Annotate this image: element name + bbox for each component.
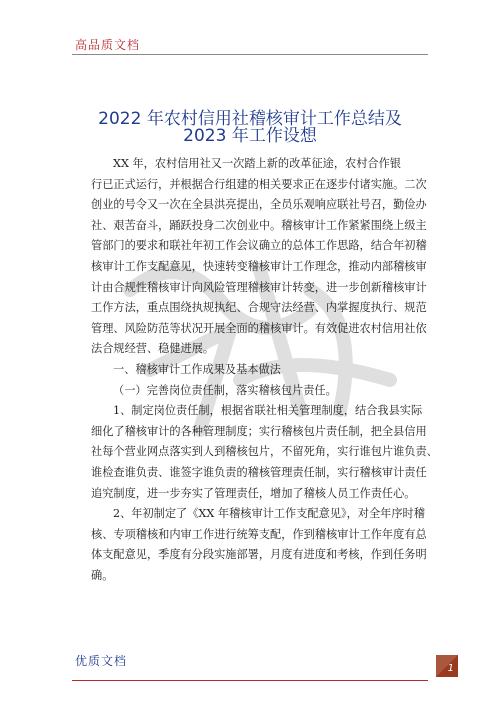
body-line: 1、制定岗位责任制，根据省联社相关管理制度，结合我县实际: [113, 404, 423, 418]
document-body: [91, 154, 438, 586]
body-line: 2、年初制定了《XX 年稽核审计工作支配意见》，对全年序时稽: [113, 507, 425, 521]
body-line: 细化了稽核审计的各种管理制度；实行稽核包片责任制，把全县信用: [91, 424, 427, 438]
body-line: 管部门的要求和联社年初工作会议确立的总体工作思路，结合年初稽: [91, 239, 427, 253]
document-title-line-1: 2022 年农村信用社稽核审计工作总结及: [98, 109, 402, 129]
body-line: 确。: [91, 568, 114, 582]
body-line: 计由合规性稽核审计向风险管理稽核审计转变，进一步创新稽核审计: [91, 280, 427, 294]
header-label: 高品质文档: [75, 38, 141, 52]
body-line: 体支配意见，季度有分段实施部署，月度有进度和考核，作到任务明: [91, 548, 427, 562]
body-line: 核、专项稽核和内审工作进行统筹支配，作到稽核审计工作年度有总: [91, 527, 427, 541]
page-number-badge: [436, 655, 458, 677]
body-line: 行已正式运行，并根据合行组建的相关要求正在逐步付诸实施。二次: [91, 177, 427, 191]
body-line: 工作方法，重点围绕执规执纪、合规守法经营、内掌握度执行、规范: [91, 301, 427, 315]
footer-divider: [72, 680, 428, 681]
body-line: 社、艰苦奋斗，踊跃投身二次创业中。稽核审计工作紧紧围绕上级主: [91, 218, 427, 232]
document-title-line-2: 2023 年工作设想: [183, 126, 317, 146]
body-line: 管理、风险防范等状况开展全面的稽核审计。有效促进农村信用社依: [91, 321, 427, 335]
body-line: 社每个营业网点落实到人到稽核包片，不留死角，实行谁包片谁负责、: [91, 445, 438, 459]
body-line: 一、稽核审计工作成果及基本做法: [113, 362, 281, 376]
body-line: 创业的号令又一次在全县洪亮提出，全员乐观响应联社号召，勤俭办: [91, 198, 427, 212]
body-line: 法合规经营、稳健进展。: [91, 342, 215, 356]
header-divider: [72, 54, 428, 55]
body-line: （一）完善岗位责任制，落实稽核包片责任。: [113, 383, 337, 397]
page-number: 1: [447, 663, 454, 674]
footer-label: 优质文档: [75, 654, 128, 668]
body-line: 追究制度，进一步夯实了管理责任，增加了稽核人员工作责任心。: [91, 486, 416, 500]
body-line: 谁检查谁负责、谁签字谁负责的稽核管理责任制，实行稽核审计责任: [91, 465, 427, 479]
body-line: 核审计工作支配意见，快速转变稽核审计工作理念，推动内部稽核审: [91, 259, 427, 273]
body-line: XX 年，农村信用社又一次踏上新的改革征途，农村合作银: [113, 157, 401, 170]
